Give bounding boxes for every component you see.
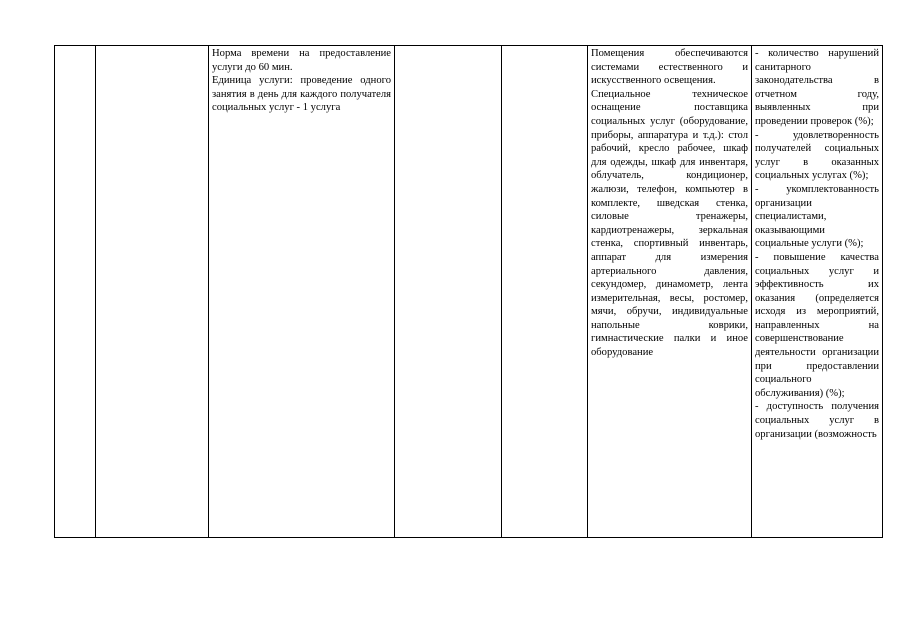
cell-per-capita-norm (502, 46, 588, 538)
cell-quality-conditions (588, 46, 752, 538)
cell-quality-indicators (752, 46, 883, 538)
indicator-quality: - повышение качества социальных услуг и эффективность их оказания (определяется исходя из мероприятий, направленных на совершенствование деятельности организации при предоставлении социального обслуживания) (%); (755, 251, 879, 399)
indicator-violations: - количество нарушений санитарного законодательства в отчетном году, выявленных при проведении проверок (%); (755, 48, 879, 127)
services-table (54, 45, 883, 538)
indicator-satisfaction: - удовлетворенность получателей социальных услуг в оказанных социальных услугах (%); (755, 129, 879, 182)
indicator-accessibility: - доступность получения социальных услуг в организации (возможность (755, 401, 879, 440)
cell-number (55, 46, 96, 538)
cell-deadline (395, 46, 502, 538)
lighting-text: Помещения обеспечиваются системами естественного и искусственного освещения. (591, 48, 748, 87)
service-unit-text: Единица услуги: проведение одного занятия в день для каждого получателя социальных услуг - 1 услуга (212, 75, 391, 114)
indicator-staffing: - укомплектованность организации специалистами, оказывающими социальные услуги (%); (755, 183, 879, 250)
equipment-text: Специальное техническое оснащение поставщика социальных услуг (оборудование, приборы, аппаратура и т.д.): стол рабочий, кресло рабочее, шкаф для одежды, шкаф для инвентаря, облучатель, кондиционер, жалюзи, телефон, компьютер в комплекте, шведская стенка, силовые тренажеры, кардиотренажеры, зеркальная стенка, спортивный инвентарь, аппарат для измерения артериального давления, секундомер, динамометр, лента измерительная, весы, ростомер, мячи, обручи, индивидуальные напольные коврики, гимнастические палки и иное оборудование (591, 88, 748, 359)
cell-service-description (209, 46, 395, 538)
cell-service-name (96, 46, 209, 538)
table-row (55, 46, 883, 538)
time-norm-text: Норма времени на предоставление услуги до 60 мин. (212, 48, 391, 73)
